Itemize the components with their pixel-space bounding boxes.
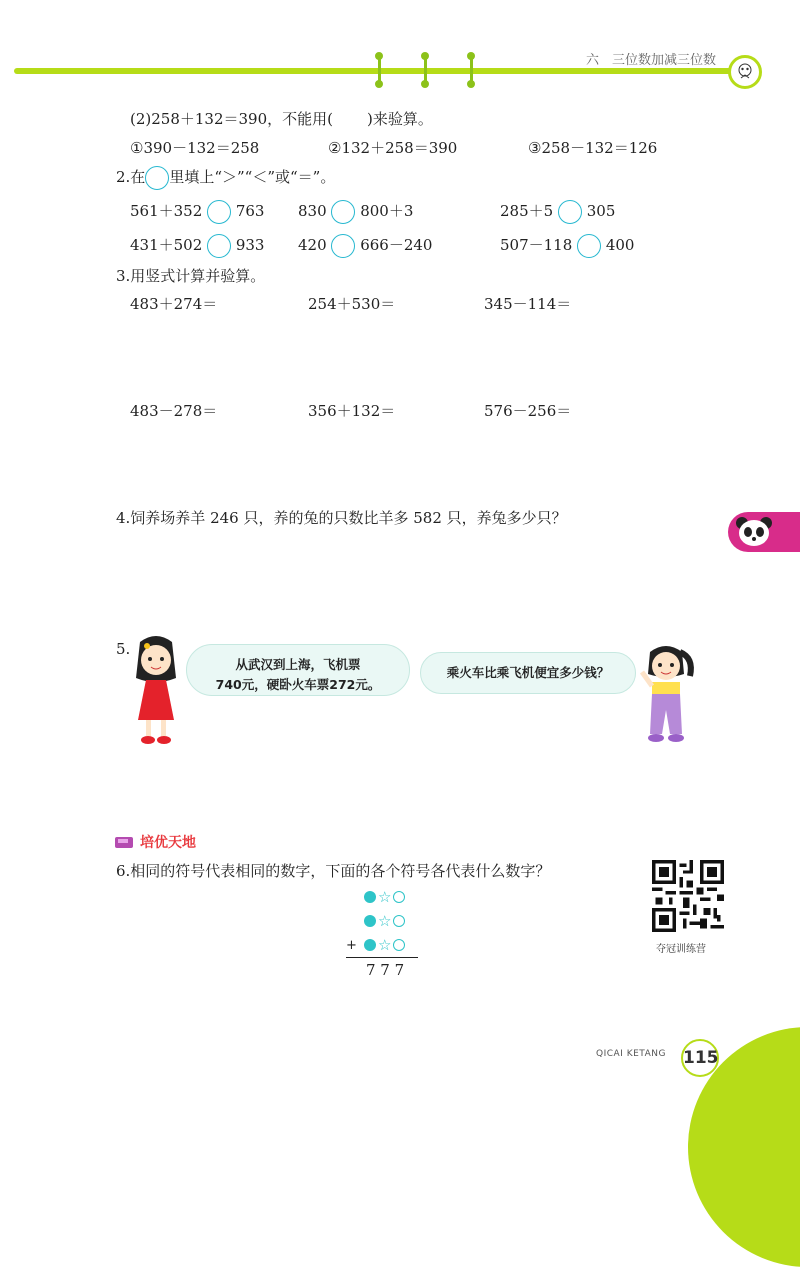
q1-option-3: ③258－132＝126 — [528, 139, 658, 157]
compare-item — [130, 200, 264, 224]
binder-pin — [422, 52, 428, 86]
compare-right: 400 — [605, 236, 635, 254]
compare-left: 285＋5 — [500, 202, 554, 220]
binder-pin — [468, 52, 474, 86]
q2-label-start: 2.在 — [116, 168, 146, 186]
ring-symbol — [393, 891, 405, 903]
ring-symbol — [393, 915, 405, 927]
compare-answer-circle[interactable] — [577, 234, 601, 258]
bubble-left-line1: 从武汉到上海，飞机票 — [235, 657, 361, 672]
chapter-title: 三位数加减三位数 — [612, 53, 717, 68]
qr-caption: 夺冠训练营 — [656, 944, 706, 955]
q3-label: 3.用竖式计算并验算。 — [116, 267, 266, 285]
compare-item — [298, 234, 432, 258]
binder-pin — [376, 52, 382, 86]
q3-expr: 345－114＝ — [484, 295, 572, 313]
circle-icon — [145, 166, 169, 190]
q5-label: 5. — [116, 640, 131, 658]
compare-answer-circle[interactable] — [558, 200, 582, 224]
q3-expr: 483－278＝ — [130, 402, 218, 420]
filled-circle-symbol — [364, 915, 376, 927]
q1-option-2: ②132＋258＝390 — [328, 139, 458, 157]
q2-label — [116, 166, 335, 190]
compare-left: 507－118 — [500, 236, 573, 254]
compare-right: 666－240 — [360, 236, 433, 254]
compare-item — [500, 200, 615, 224]
compare-right: 305 — [586, 202, 616, 220]
compare-answer-circle[interactable] — [331, 200, 355, 224]
filled-circle-symbol — [364, 891, 376, 903]
compare-left: 830 — [298, 202, 327, 220]
qr-code[interactable] — [652, 860, 724, 932]
vertical-addition — [346, 885, 418, 982]
compare-answer-circle[interactable] — [331, 234, 355, 258]
girl-purple-overalls-illustration — [636, 642, 698, 746]
compare-left: 431＋502 — [130, 236, 203, 254]
q3-expr: 254＋530＝ — [308, 295, 396, 313]
pencil-box-icon — [114, 834, 136, 850]
speech-bubble-right: 乘火车比乘飞机便宜多少钱？ — [420, 652, 636, 694]
star-symbol: ☆ — [378, 888, 392, 906]
q3-expr: 483＋274＝ — [130, 295, 218, 313]
q1-part2-prompt — [130, 108, 433, 129]
addend-row — [346, 909, 418, 933]
q1-prompt-text: (2)258＋132＝390，不能用( — [130, 110, 333, 128]
mascot-icon — [728, 55, 762, 89]
compare-answer-circle[interactable] — [207, 234, 231, 258]
footer-brand: QICAI KETANG — [596, 1049, 666, 1059]
compare-item — [500, 234, 634, 258]
page-number: 115 — [681, 1039, 719, 1077]
panda-icon — [734, 515, 774, 549]
plus-sign: + — [346, 937, 357, 953]
q2-label-end: 里填上“＞”“＜”或“＝”。 — [169, 168, 336, 186]
q3-expr: 356＋132＝ — [308, 402, 396, 420]
compare-answer-circle[interactable] — [207, 200, 231, 224]
compare-right: 933 — [235, 236, 265, 254]
compare-left: 420 — [298, 236, 327, 254]
compare-right: 800＋3 — [360, 202, 414, 220]
q6-label: 6.相同的符号代表相同的数字，下面的各个符号各代表什么数字？ — [116, 862, 551, 880]
star-symbol: ☆ — [378, 936, 392, 954]
panda-tab — [728, 512, 800, 552]
filled-circle-symbol — [364, 939, 376, 951]
q1-prompt-end: )来验算。 — [367, 110, 433, 128]
compare-item — [130, 234, 264, 258]
addend-row — [346, 885, 418, 909]
compare-right: 763 — [235, 202, 265, 220]
bubble-left-line2: 740元，硬卧火车票272元。 — [215, 677, 381, 692]
speech-bubble-left — [186, 644, 410, 696]
section-title: 培优天地 — [140, 835, 196, 851]
sum-row: 7 7 7 — [366, 961, 405, 979]
star-symbol: ☆ — [378, 912, 392, 930]
chapter-number: 六 — [586, 53, 600, 68]
q3-expr: 576－256＝ — [484, 402, 572, 420]
ring-symbol — [393, 939, 405, 951]
q4-label: 4.饲养场养羊 246 只，养的兔的只数比羊多 582 只，养兔多少只？ — [116, 509, 567, 527]
compare-item — [298, 200, 413, 224]
compare-left: 561＋352 — [130, 202, 203, 220]
girl-red-dress-illustration — [128, 634, 184, 746]
addend-row — [346, 933, 418, 958]
q1-option-1: ①390－132＝258 — [130, 139, 260, 157]
